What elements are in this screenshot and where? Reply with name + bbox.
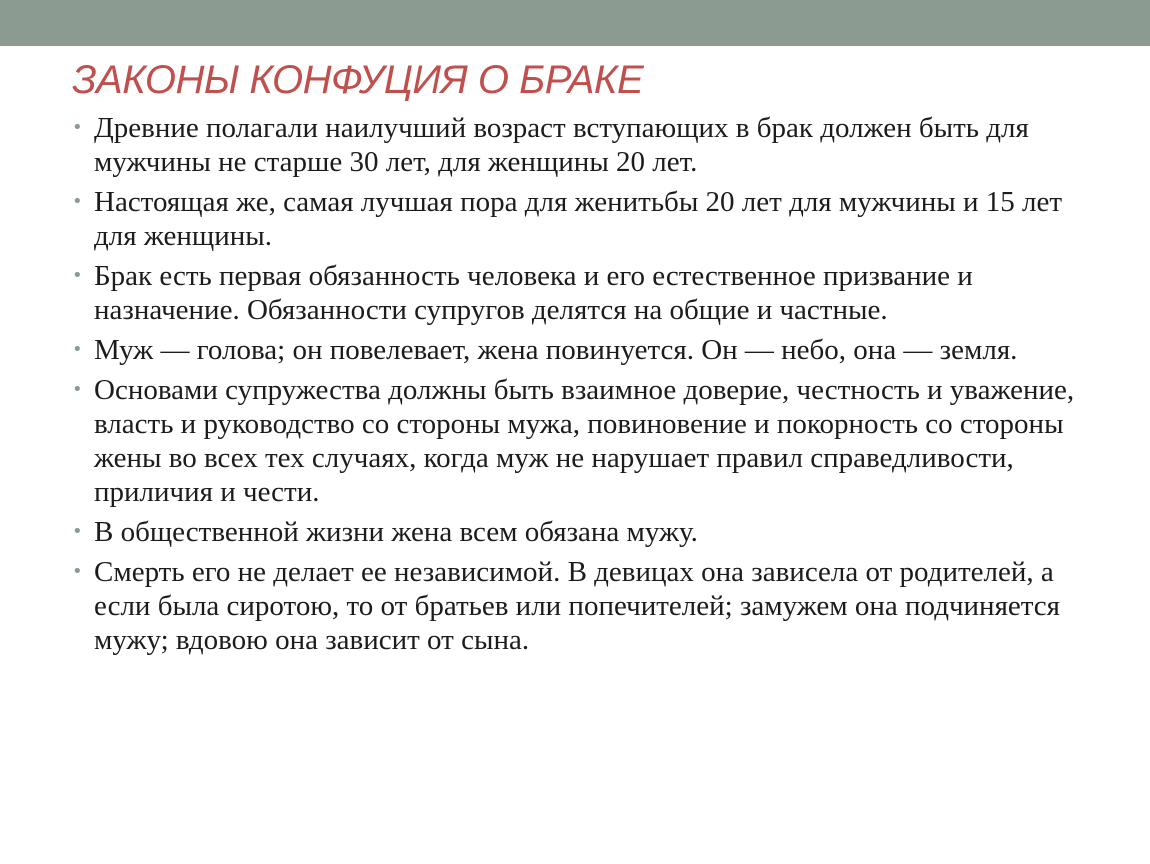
bullet-text: Древние полагали наилучший возраст вступающих в брак должен быть для мужчины не старше 30 лет, для женщины 20 лет. [94, 112, 1029, 178]
bullet-icon: • [72, 265, 83, 286]
bullet-item [72, 111, 1082, 179]
bullet-icon: • [72, 521, 83, 542]
bullet-text: Смерть его не делает ее независимой. В девицах она зависела от родителей, а если была сиротою, то от братьев или попечителей; замужем она подчиняется мужу; вдовою она зависит от сына. [94, 556, 1061, 656]
bullet-icon: • [72, 561, 83, 582]
bullet-item [72, 333, 1082, 367]
bullet-text: Основами супружества должны быть взаимное доверие, честность и уважение, власть и руководство со стороны мужа, повиновение и покорность со стороны жены во всех тех случаях, когда муж не нарушает правил справедливости, приличия и чести. [94, 374, 1075, 508]
bullet-icon: • [72, 117, 83, 138]
bullet-item [72, 555, 1082, 657]
bullet-text: Брак есть первая обязанность человека и его естественное призвание и назначение. Обязанности супругов делятся на общие и частные. [94, 260, 973, 326]
bullet-item [72, 515, 1082, 549]
slide-title: ЗАКОНЫ КОНФУЦИЯ О БРАКЕ [72, 58, 644, 102]
bullet-icon: • [72, 379, 83, 400]
bullet-icon: • [72, 191, 83, 212]
bullet-list [72, 111, 1082, 663]
bullet-item [72, 259, 1082, 327]
bullet-text: В общественной жизни жена всем обязана мужу. [94, 516, 698, 548]
bullet-text: Настоящая же, самая лучшая пора для женитьбы 20 лет для мужчины и 15 лет для женщины. [94, 186, 1063, 252]
top-accent-bar [0, 0, 1150, 46]
bullet-text: Муж — голова; он повелевает, жена повинуется. Он — небо, она — земля. [94, 334, 1018, 366]
bullet-icon: • [72, 339, 83, 360]
bullet-item [72, 373, 1082, 509]
bullet-item [72, 185, 1082, 253]
